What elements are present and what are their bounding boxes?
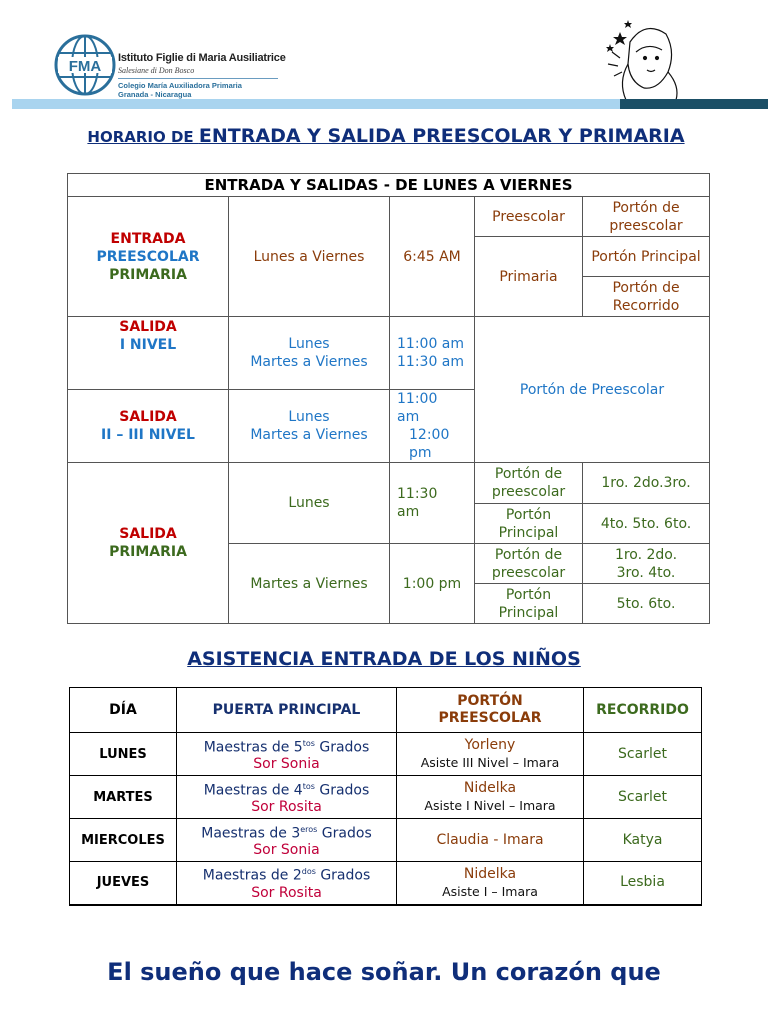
school-location: Granada - Nicaragua xyxy=(118,90,192,99)
institute-subtitle: Salesiane di Don Bosco xyxy=(118,66,195,75)
schedule-row-primaria-1 xyxy=(68,463,710,504)
salida-ii-days-cell xyxy=(229,390,390,463)
primaria-lunes: Lunes xyxy=(229,463,390,544)
salida-i-day2: Martes a Viernes xyxy=(250,354,368,370)
porton-note: Asiste I Nivel – Imara xyxy=(424,798,556,813)
ii-iii-nivel-label: II – III NIVEL xyxy=(101,427,195,443)
recorrido-cell: Katya xyxy=(584,819,702,862)
salida-i-time2: 11:30 am xyxy=(397,354,465,370)
recorrido-cell: Scarlet xyxy=(584,776,702,819)
schedule-table xyxy=(67,173,710,624)
attendance-title: ASISTENCIA ENTRADA DE LOS NIÑOS xyxy=(187,648,581,670)
porton-cell xyxy=(397,862,584,905)
salida-ii-day2: Martes a Viernes xyxy=(250,427,368,443)
schedule-header-row xyxy=(68,174,710,197)
primaria-lunes-time xyxy=(390,463,475,544)
title-main: ENTRADA Y SALIDA PREESCOLAR Y PRIMARIA xyxy=(198,125,685,147)
schedule-header: ENTRADA Y SALIDAS - DE LUNES A VIERNES xyxy=(68,174,710,197)
header-bar-light xyxy=(12,99,620,109)
salida-ii-label-cell xyxy=(68,390,229,463)
primaria-lunes-time-text: 11:30 am xyxy=(397,486,438,520)
entrada-porton-preescolar: Portón de preescolar xyxy=(583,197,710,237)
schedule-row-entrada-1 xyxy=(68,197,710,237)
grade-superscript: eros xyxy=(300,824,318,834)
salida-i-time1: 11:00 am xyxy=(397,336,465,352)
day-cell: MARTES xyxy=(70,776,177,819)
schedule-row-salida-i xyxy=(68,317,710,390)
salida-ii-day1: Lunes xyxy=(288,409,330,425)
primaria-label: PRIMARIA xyxy=(109,544,187,560)
primaria-mv-grades-a: 1ro. 2do. 3ro. 4to. xyxy=(583,544,710,584)
header-puerta-principal: PUERTA PRINCIPAL xyxy=(177,688,397,733)
teacher-prefix: Maestras de 2 xyxy=(202,868,302,885)
attendance-row xyxy=(70,819,702,862)
primaria-mv-time: 1:00 pm xyxy=(390,544,475,624)
primaria-lunes-porton-principal: Portón Principal xyxy=(475,504,583,544)
salida-ii-time2: 12:00 pm xyxy=(409,427,450,461)
svg-text:FMA: FMA xyxy=(68,58,102,75)
header-recorrido: RECORRIDO xyxy=(584,688,702,733)
attendance-row xyxy=(70,733,702,776)
sister-name: Sor Rosita xyxy=(251,799,322,816)
teacher-suffix: Grados xyxy=(317,825,372,842)
entrada-label: ENTRADA xyxy=(110,230,186,247)
grade-superscript: tos xyxy=(302,781,315,791)
institute-text-block xyxy=(118,52,286,99)
teacher-prefix: Maestras de 5 xyxy=(203,739,303,756)
entrada-time: 6:45 AM xyxy=(390,197,475,317)
sister-name: Sor Sonia xyxy=(253,756,320,773)
puerta-principal-cell xyxy=(177,819,397,862)
porton-cell xyxy=(397,733,584,776)
day-cell: MIERCOLES xyxy=(70,819,177,862)
recorrido-cell: Lesbia xyxy=(584,862,702,905)
porton-de-preescolar: Portón de Preescolar xyxy=(475,317,710,463)
puerta-principal-cell xyxy=(177,862,397,905)
teacher-text xyxy=(177,863,396,885)
salida-label: SALIDA xyxy=(119,319,177,335)
salida-label: SALIDA xyxy=(119,526,177,542)
teacher-text xyxy=(177,778,396,800)
day-cell: LUNES xyxy=(70,733,177,776)
page-header xyxy=(0,0,768,112)
attendance-row xyxy=(70,862,702,905)
preescolar-label: PREESCOLAR xyxy=(96,248,200,265)
page-title xyxy=(66,124,706,149)
entrada-days: Lunes a Viernes xyxy=(229,197,390,317)
salida-primaria-label-cell xyxy=(68,463,229,624)
grade-superscript: tos xyxy=(302,738,315,748)
salida-i-days-cell xyxy=(229,317,390,390)
teacher-prefix: Maestras de 3 xyxy=(201,825,301,842)
sister-name: Sor Sonia xyxy=(253,842,320,859)
header-dia: DÍA xyxy=(70,688,177,733)
attendance-header-row xyxy=(70,688,702,733)
fma-globe-logo-icon xyxy=(54,34,116,96)
porton-note: Asiste I – Imara xyxy=(442,883,538,899)
title-prefix: HORARIO DE xyxy=(87,128,199,146)
i-nivel-label: I NIVEL xyxy=(119,337,177,353)
day-cell: JUEVES xyxy=(70,862,177,905)
recorrido-cell: Scarlet xyxy=(584,733,702,776)
porton-cell: Claudia - Imara xyxy=(397,819,584,862)
porton-name: Yorleny xyxy=(464,737,516,753)
primaria-mv: Martes a Viernes xyxy=(229,544,390,624)
salida-ii-time1: 11:00 am xyxy=(397,391,438,425)
attendance-row xyxy=(70,776,702,819)
entrada-primaria: Primaria xyxy=(475,237,583,317)
salida-i-times-cell xyxy=(390,317,475,390)
entrada-label-cell xyxy=(68,197,229,317)
school-name: Colegio María Auxiliadora Primaria xyxy=(118,81,242,90)
motto-text: El sueño que hace soñar. Un corazón que xyxy=(107,958,661,986)
teacher-suffix: Grados xyxy=(314,782,370,799)
primaria-lunes-porton-preescolar: Portón de preescolar xyxy=(475,463,583,504)
institute-name: Istituto Figlie di Maria Ausiliatrice xyxy=(118,52,286,64)
puerta-principal-cell xyxy=(177,733,397,776)
salida-i-label-cell xyxy=(68,317,229,390)
primaria-mv-porton-principal: Portón Principal xyxy=(475,584,583,624)
teacher-text xyxy=(177,735,396,757)
teacher-suffix: Grados xyxy=(314,739,370,756)
porton-name: Nidelka xyxy=(463,780,517,796)
salida-ii-times-cell xyxy=(390,390,475,463)
attendance-table xyxy=(69,687,702,906)
entrada-porton-recorrido: Portón de Recorrido xyxy=(583,277,710,317)
header-bar-dark xyxy=(620,99,768,109)
logo-divider xyxy=(118,78,278,79)
salida-i-day1: Lunes xyxy=(288,336,330,352)
salida-label: SALIDA xyxy=(119,409,177,425)
primaria-label: PRIMARIA xyxy=(109,266,187,283)
puerta-principal-cell xyxy=(177,776,397,819)
grade-superscript: dos xyxy=(301,867,316,877)
porton-cell xyxy=(397,776,584,819)
porton-note: Asiste III Nivel – Imara xyxy=(420,755,560,770)
sister-name: Sor Rosita xyxy=(251,885,322,902)
primaria-lunes-grades-a: 1ro. 2do.3ro. xyxy=(583,463,710,504)
primaria-mv-porton-preescolar: Portón de preescolar xyxy=(475,544,583,584)
header-porton-preescolar: PORTÓN PREESCOLAR xyxy=(397,688,584,733)
saint-portrait-icon xyxy=(600,12,690,102)
primaria-mv-grades-b: 5to. 6to. xyxy=(583,584,710,624)
teacher-text xyxy=(177,821,396,843)
entrada-porton-principal: Portón Principal xyxy=(583,237,710,277)
primaria-lunes-grades-b: 4to. 5to. 6to. xyxy=(583,504,710,544)
porton-name: Nidelka xyxy=(463,865,517,882)
entrada-preescolar: Preescolar xyxy=(475,197,583,237)
teacher-suffix: Grados xyxy=(315,868,371,885)
teacher-prefix: Maestras de 4 xyxy=(203,782,303,799)
